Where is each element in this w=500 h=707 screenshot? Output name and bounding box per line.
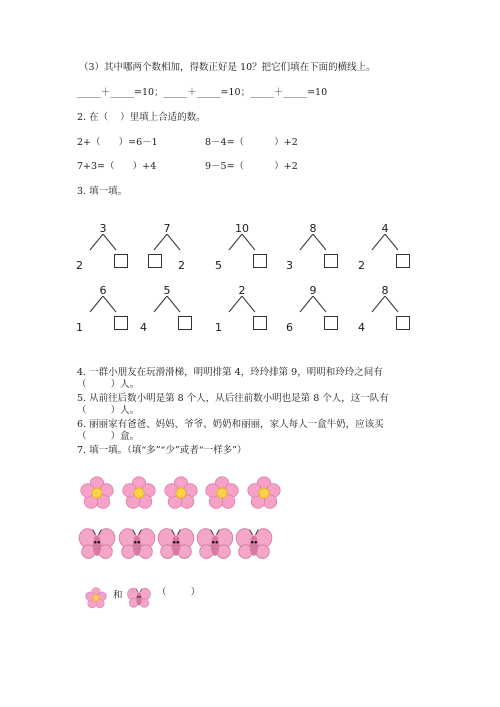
butterfly-icon	[118, 527, 156, 565]
compare-and-text: 和	[113, 590, 123, 601]
bond-left-number: 1	[215, 321, 222, 334]
bond-top: 9	[309, 284, 317, 297]
flower-icon	[122, 476, 156, 514]
answer-box[interactable]	[324, 254, 338, 268]
q4-line2[interactable]: （ ）人。	[77, 379, 140, 390]
bond-top: 7	[163, 222, 171, 235]
q2-item-4[interactable]: 9－5=（ ）+2	[205, 161, 298, 172]
bond-lines	[217, 296, 267, 316]
flower-icon	[80, 476, 114, 514]
answer-box[interactable]	[114, 254, 128, 268]
bond-left-number: 4	[358, 321, 365, 334]
q5-line1: 5. 从前往后数小明是第 8 个人，从后往前数小明也是第 8 个人，这一队有	[77, 393, 389, 404]
flower-icon	[164, 476, 198, 514]
q6-line2[interactable]: （ ）盒。	[77, 431, 140, 442]
answer-box[interactable]	[253, 316, 267, 330]
butterfly-icon	[196, 527, 234, 565]
q3b-title: 3. 填一填。	[77, 186, 128, 197]
butterfly-icon	[235, 527, 273, 565]
answer-box[interactable]	[324, 316, 338, 330]
bond-lines	[142, 296, 192, 316]
butterfly-icon	[127, 587, 151, 613]
bond-right-number: 2	[178, 259, 185, 272]
bond-lines	[142, 234, 192, 254]
butterfly-icon	[78, 527, 116, 565]
bond-left-number: 1	[76, 321, 83, 334]
bond-top: 8	[309, 222, 317, 235]
bond-lines	[78, 296, 128, 316]
bond-top: 8	[381, 284, 389, 297]
q3-blanks[interactable]: _____＋_____=10；_____＋_____=10；_____＋_____=10	[77, 87, 328, 98]
answer-box[interactable]	[178, 316, 192, 330]
compare-answer[interactable]: （ ）	[157, 587, 201, 598]
bond-left-number: 5	[215, 259, 222, 272]
flower-icon	[205, 476, 239, 514]
bond-lines	[360, 234, 410, 254]
bond-top: 2	[238, 284, 246, 297]
bond-top: 6	[99, 284, 107, 297]
bond-top: 10	[235, 222, 249, 235]
bond-lines	[360, 296, 410, 316]
answer-box[interactable]	[253, 254, 267, 268]
bond-left-number: 2	[76, 259, 83, 272]
bond-top: 5	[163, 284, 171, 297]
q2-item-3[interactable]: 7+3=（ ）+4	[77, 161, 157, 172]
bond-lines	[288, 296, 338, 316]
q2-item-1[interactable]: 2+（ ）=6－1	[77, 137, 158, 148]
q2-item-2[interactable]: 8－4=（ ）+2	[205, 137, 298, 148]
bond-lines	[217, 234, 267, 254]
q6-line1: 6. 丽丽家有爸爸、妈妈、爷爷、奶奶和丽丽，家人每人一盒牛奶，应该买	[77, 419, 384, 430]
answer-box[interactable]	[396, 254, 410, 268]
bond-lines	[288, 234, 338, 254]
bond-left-number: 2	[358, 259, 365, 272]
q2-title: 2. 在（ ）里填上合适的数。	[77, 112, 206, 123]
bond-left-number: 6	[286, 321, 293, 334]
answer-box[interactable]	[148, 254, 162, 268]
bond-lines	[78, 234, 128, 254]
flower-icon	[85, 587, 107, 613]
bond-left-number: 3	[286, 259, 293, 272]
bond-left-number: 4	[140, 321, 147, 334]
q5-line2[interactable]: （ ）人。	[77, 405, 140, 416]
bond-top: 4	[381, 222, 389, 235]
q4-line1: 4. 一群小朋友在玩滑滑梯，明明排第 4，玲玲排第 9，明明和玲玲之间有	[77, 367, 383, 378]
flower-icon	[247, 476, 281, 514]
bond-top: 3	[99, 222, 107, 235]
answer-box[interactable]	[396, 316, 410, 330]
q7-title: 7. 填一填。（填“多”“少”或者“一样多”）	[77, 445, 247, 456]
q3-prompt: （3）其中哪两个数相加，得数正好是 10？把它们填在下面的横线上。	[79, 62, 376, 73]
answer-box[interactable]	[114, 316, 128, 330]
butterfly-icon	[157, 527, 195, 565]
